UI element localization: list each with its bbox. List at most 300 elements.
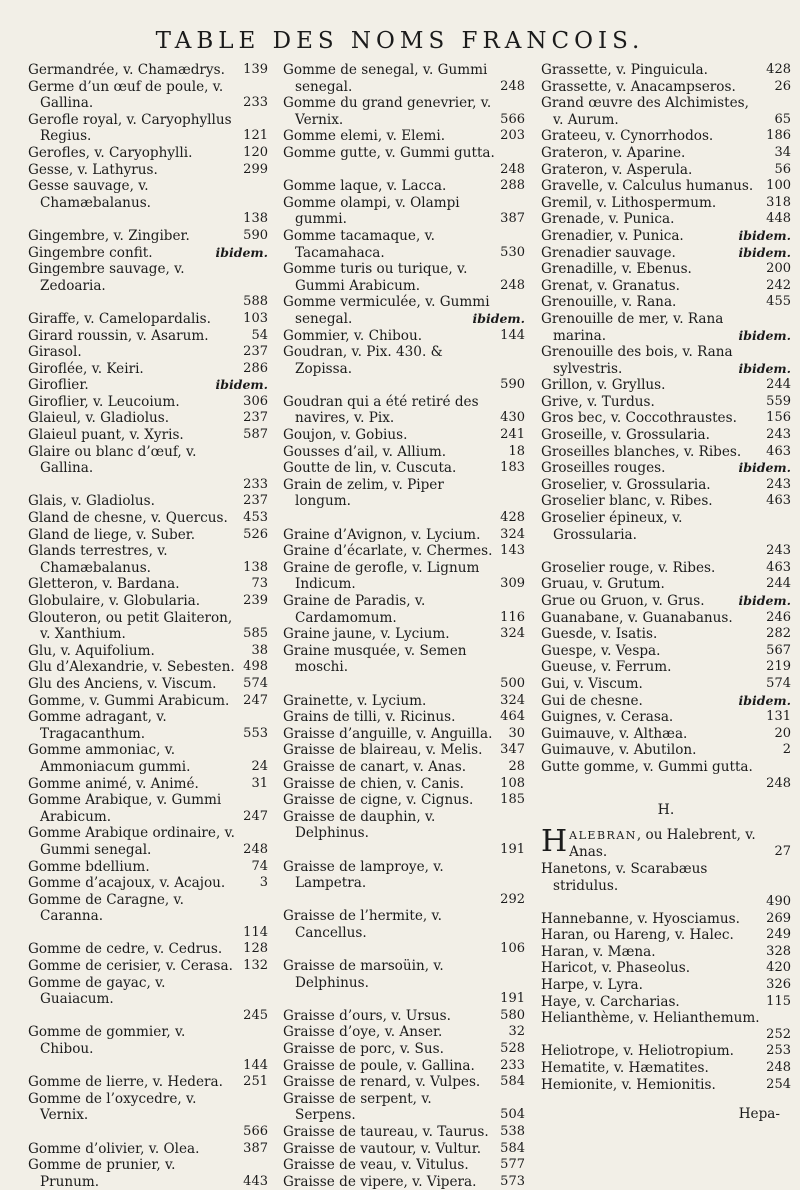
index-entry <box>541 95 791 128</box>
entry-text: Grenadier sauvage. <box>541 244 676 261</box>
entry-text: Gerofles, v. Caryophylli. <box>28 144 193 161</box>
entry-text: Glouteron, ou petit Glaiteron, v. Xanthium. <box>28 609 233 643</box>
index-entry <box>28 593 268 610</box>
entry-page: 247 <box>243 808 268 824</box>
entry-smallcaps: ALEBRAN <box>569 828 637 842</box>
index-entry <box>283 1174 525 1190</box>
entry-page: 538 <box>500 1124 525 1139</box>
entry-page: 324 <box>500 626 525 642</box>
index-entry <box>28 975 268 1025</box>
index-entry <box>541 228 791 245</box>
entry-text: Gruau, v. Grutum. <box>541 576 665 593</box>
index-entry <box>283 643 525 693</box>
entry-text: Grue ou Gruon, v. Grus. <box>541 593 705 609</box>
entry-page: 24 <box>251 758 268 774</box>
entry-page: 500 <box>500 675 525 691</box>
entry-page: ibidem. <box>738 227 791 243</box>
entry-page: 246 <box>766 609 791 625</box>
entry-text: Giroflier. <box>28 377 89 394</box>
entry-text: Haye, v. Carcharias. <box>541 993 680 1010</box>
index-entry <box>283 427 525 444</box>
index-entry <box>28 394 268 411</box>
entry-text: Graisse de blaireau, v. Melis. <box>283 742 483 759</box>
index-entry <box>541 823 791 861</box>
entry-page: 245 <box>243 1007 268 1023</box>
entry-text: Graisse de porc, v. Sus. <box>283 1041 444 1058</box>
index-entry <box>283 1074 525 1091</box>
entry-page: ibidem. <box>738 244 791 260</box>
entry-page: 299 <box>243 161 268 177</box>
entry-page: 26 <box>774 78 791 94</box>
index-entry <box>541 593 791 610</box>
entry-page: 241 <box>500 427 525 443</box>
entry-page: 430 <box>500 410 525 426</box>
entry-page: 20 <box>774 725 791 741</box>
entry-page: 269 <box>766 910 791 926</box>
entry-page: 528 <box>500 1041 525 1057</box>
entry-text: Hemionite, v. Hemionitis. <box>541 1076 716 1093</box>
index-entry <box>28 958 268 975</box>
entry-text: Graisse de lamproye, v. Lampetra. <box>283 858 444 892</box>
entry-page: 574 <box>243 675 268 691</box>
entry-text: Giroflée, v. Keiri. <box>28 360 144 377</box>
entry-page: 116 <box>500 609 525 625</box>
entry-page: 530 <box>500 244 525 260</box>
index-column-2 <box>283 62 525 1190</box>
entry-page: 131 <box>766 709 791 725</box>
entry-text: Gomme de senegal, v. Gummi senegal. <box>283 62 488 95</box>
entry-page: 566 <box>243 1124 268 1139</box>
entry-page: 573 <box>500 1173 525 1189</box>
entry-text: Grateron, v. Asperula. <box>541 161 693 178</box>
entry-page: 247 <box>243 692 268 708</box>
entry-text: Graisse de dauphin, v. Delphinus. <box>283 808 436 842</box>
entry-text: Graine jaune, v. Lycium. <box>283 626 450 643</box>
entry-text: Hematite, v. Hæmatites. <box>541 1060 709 1077</box>
entry-text: Giraffe, v. Camelopardalis. <box>28 310 211 327</box>
entry-text: Goutte de lin, v. Cuscuta. <box>283 460 457 477</box>
entry-page: 106 <box>500 941 525 957</box>
index-entry <box>541 944 791 961</box>
index-entry <box>28 62 268 79</box>
entry-page: 138 <box>243 211 268 227</box>
entry-page: 292 <box>500 891 525 907</box>
entry-text: Guesde, v. Isatis. <box>541 626 658 643</box>
entry-text: Guimauve, v. Althæa. <box>541 725 688 742</box>
entry-text: Heliotrope, v. Heliotropium. <box>541 1043 734 1060</box>
index-entry <box>283 908 525 958</box>
entry-text: Graisse de cigne, v. Cignus. <box>283 792 474 809</box>
entry-text: Girasol. <box>28 344 82 361</box>
entry-page: 239 <box>243 593 268 608</box>
entry-text: Gomme ammoniac, v. Ammoniacum gummi. <box>28 742 191 775</box>
index-entry <box>541 911 791 928</box>
entry-page: 186 <box>766 128 791 144</box>
entry-text: Groselier épineux, v. Grossularia. <box>541 510 683 543</box>
index-entry <box>541 394 791 411</box>
entry-text: Graisse de marsoüin, v. Delphinus. <box>283 958 444 991</box>
entry-page: 584 <box>500 1074 525 1090</box>
index-entry <box>541 427 791 444</box>
entry-page: 54 <box>251 327 268 343</box>
index-entry <box>28 1074 268 1091</box>
index-entry <box>28 112 268 145</box>
index-entry <box>541 79 791 96</box>
entry-text: Gomme d’acajoux, v. Acajou. <box>28 875 226 892</box>
index-entry <box>541 477 791 494</box>
index-entry <box>28 178 268 228</box>
entry-page: 318 <box>766 194 791 210</box>
entry-page: 237 <box>243 493 268 509</box>
section-letter-h: H. <box>657 802 675 819</box>
entry-page: 18 <box>508 443 525 459</box>
entry-page: 32 <box>508 1024 525 1040</box>
entry-page: 144 <box>243 1057 268 1073</box>
index-entry <box>28 427 268 444</box>
entry-text: Groselier, v. Grossularia. <box>541 476 711 493</box>
index-entry <box>283 145 525 178</box>
entry-text: Girard roussin, v. Asarum. <box>28 327 209 344</box>
index-column-3 <box>541 62 791 1093</box>
entry-page: 286 <box>243 360 268 376</box>
entry-page: 56 <box>774 161 791 177</box>
entry-text: Graisse d’oye, v. Anser. <box>283 1024 443 1041</box>
entry-text: Glu, v. Aquifolium. <box>28 642 155 659</box>
entry-page: 27 <box>774 844 791 860</box>
index-entry <box>283 593 525 626</box>
entry-page: 248 <box>766 1060 791 1076</box>
entry-page: 248 <box>766 775 791 791</box>
entry-page: 553 <box>243 725 268 741</box>
index-entry <box>541 162 791 179</box>
entry-page: 590 <box>243 227 268 243</box>
index-entry <box>28 328 268 345</box>
entry-page: 328 <box>766 943 791 959</box>
index-entry <box>541 1010 791 1043</box>
entry-page: 587 <box>243 427 268 443</box>
index-entry <box>541 626 791 643</box>
entry-text: Gomme de gommier, v. Chibou. <box>28 1024 186 1058</box>
index-entry <box>28 875 268 892</box>
index-entry <box>283 726 525 743</box>
entry-page: 244 <box>766 576 791 592</box>
index-entry <box>283 1091 525 1124</box>
index-entry <box>28 344 268 361</box>
entry-page: 574 <box>766 675 791 691</box>
entry-page: 143 <box>500 543 525 559</box>
index-entry <box>283 859 525 909</box>
entry-text: Guimauve, v. Abutilon. <box>541 742 697 759</box>
entry-text: Gomme adragant, v. Tragacanthum. <box>28 709 167 742</box>
drop-cap: H <box>541 823 568 859</box>
entry-text: Hanetons, v. Scarabæus stridulus. <box>541 860 708 894</box>
entry-text: Groseille, v. Grossularia. <box>541 427 710 444</box>
index-entry <box>283 560 525 593</box>
index-entry <box>541 410 791 427</box>
entry-text: Gland de chesne, v. Quercus. <box>28 510 228 527</box>
entry-page: 253 <box>766 1043 791 1059</box>
entry-text: Gros bec, v. Coccothraustes. <box>541 410 737 427</box>
entry-page: ibidem. <box>738 692 791 708</box>
entry-text: Gomme tacamaque, v. Tacamahaca. <box>283 227 435 261</box>
entry-page: 244 <box>766 377 791 393</box>
index-entry <box>283 543 525 560</box>
entry-text: Haricot, v. Phaseolus. <box>541 960 691 977</box>
entry-text: Gingembre sauvage, v. Zedoaria. <box>28 261 185 294</box>
entry-text: Graine musquée, v. Semen moschi. <box>283 642 467 676</box>
entry-text: Gomme de Caragne, v. Caranna. <box>28 891 184 925</box>
index-entry <box>283 527 525 544</box>
entry-text: Grains de tilli, v. Ricinus. <box>283 709 456 726</box>
entry-page: 463 <box>766 559 791 575</box>
index-entry <box>28 1024 268 1074</box>
entry-text: Grenadier, v. Punica. <box>541 227 684 244</box>
entry-text: Grainette, v. Lycium. <box>283 692 427 709</box>
index-entry <box>541 195 791 212</box>
index-entry <box>283 344 525 394</box>
entry-page: 115 <box>766 993 791 1009</box>
index-entry <box>541 377 791 394</box>
entry-page: 156 <box>766 410 791 426</box>
entry-page: 387 <box>500 211 525 227</box>
entry-text: Gueuse, v. Ferrum. <box>541 659 672 676</box>
entry-text: Germe d’un œuf de poule, v. Gallina. <box>28 78 224 112</box>
entry-page: 233 <box>500 1057 525 1073</box>
entry-page: ibidem. <box>738 593 791 608</box>
entry-text: Graisse de l’hermite, v. Cancellus. <box>283 908 442 941</box>
index-entry <box>283 444 525 461</box>
index-entry <box>541 444 791 461</box>
entry-text: Globulaire, v. Globularia. <box>28 593 201 609</box>
index-entry <box>541 294 791 311</box>
catchword: Hepa- <box>738 1106 780 1122</box>
entry-text: Gomme Arabique ordinaire, v. Gummi senegal. <box>28 825 235 858</box>
index-entry <box>541 693 791 710</box>
index-entry <box>541 1043 791 1060</box>
index-entry <box>541 709 791 726</box>
index-entry <box>283 261 525 294</box>
index-entry <box>283 477 525 527</box>
entry-page: 428 <box>500 510 525 526</box>
entry-page: 464 <box>500 709 525 725</box>
entry-text: Gomme, v. Gummi Arabicum. <box>28 692 230 709</box>
index-entry <box>283 394 525 427</box>
index-entry <box>541 510 791 560</box>
index-entry <box>541 493 791 510</box>
index-entry <box>541 927 791 944</box>
entry-text: Graine d’Avignon, v. Lycium. <box>283 526 481 543</box>
index-entry <box>541 261 791 278</box>
entry-text: Grenouille, v. Rana. <box>541 294 677 311</box>
entry-text: Grenadille, v. Ebenus. <box>541 261 692 278</box>
index-entry <box>28 709 268 742</box>
entry-text: Gomme de l’oxycedre, v. Vernix. <box>28 1090 197 1124</box>
entry-text: Gomme de prunier, v. Prunum. <box>28 1157 176 1190</box>
entry-text: Glaieul puant, v. Xyris. <box>28 427 184 444</box>
entry-page: 100 <box>766 178 791 194</box>
entry-text: Grenat, v. Granatus. <box>541 277 680 294</box>
entry-page: 114 <box>243 924 268 940</box>
index-entry <box>541 178 791 195</box>
entry-text: Gomme animé, v. Animé. <box>28 775 199 792</box>
entry-page: 448 <box>766 211 791 227</box>
entry-page: 73 <box>251 576 268 592</box>
entry-text: Gomme laque, v. Lacca. <box>283 178 447 195</box>
entry-page: 191 <box>500 991 525 1007</box>
entry-page: 144 <box>500 327 525 343</box>
entry-text: Groselier rouge, v. Ribes. <box>541 559 716 576</box>
entry-text: Gomme turis ou turique, v. Gummi Arabicum. <box>283 261 468 294</box>
entry-text: Graisse de poule, v. Gallina. <box>283 1057 475 1074</box>
entry-page: 504 <box>500 1107 525 1123</box>
index-entry <box>283 742 525 759</box>
entry-page: 428 <box>766 62 791 77</box>
entry-text: Glands terrestres, v. Chamæbalanus. <box>28 543 168 576</box>
entry-page: 138 <box>243 559 268 575</box>
entry-page: 577 <box>500 1157 525 1173</box>
index-entry <box>28 742 268 775</box>
entry-page: 237 <box>243 410 268 426</box>
index-entry <box>28 776 268 793</box>
entry-page: 243 <box>766 427 791 443</box>
entry-page: 31 <box>251 775 268 791</box>
index-entry <box>541 726 791 743</box>
entry-text: Haran, v. Mæna. <box>541 943 656 960</box>
column-3-entries <box>541 62 791 792</box>
index-entry <box>28 659 268 676</box>
entry-page: 347 <box>500 742 525 758</box>
index-entry <box>541 960 791 977</box>
entry-text: Graisse d’ours, v. Ursus. <box>283 1007 451 1024</box>
entry-text: Gomme de gayac, v. Guaiacum. <box>28 974 166 1008</box>
entry-page: 443 <box>243 1173 268 1189</box>
entry-text: Gomme de cerisier, v. Cerasa. <box>28 958 233 975</box>
index-entry <box>283 1058 525 1075</box>
entry-page: 243 <box>766 543 791 559</box>
entry-text: Glaieul, v. Gladiolus. <box>28 410 170 427</box>
entry-text: Germandrée, v. Chamædrys. <box>28 62 225 78</box>
entry-page: 463 <box>766 443 791 459</box>
entry-page: 288 <box>500 178 525 194</box>
entry-text: Helianthème, v. Helianthemum. <box>541 1010 760 1027</box>
entry-text: Gommier, v. Chibou. <box>283 327 423 344</box>
index-entry <box>541 676 791 693</box>
entry-text: Glaire ou blanc d’œuf, v. Gallina. <box>28 443 197 477</box>
entry-page: 324 <box>500 692 525 708</box>
entry-text: Gomme de lierre, v. Hedera. <box>28 1074 223 1091</box>
entry-page: 103 <box>243 310 268 326</box>
entry-page: 584 <box>500 1140 525 1156</box>
entry-page: ibidem. <box>215 244 268 260</box>
entry-page: 306 <box>243 393 268 409</box>
entry-page: 237 <box>243 344 268 360</box>
index-entry <box>541 742 791 759</box>
entry-text: Groselier blanc, v. Ribes. <box>541 493 713 510</box>
entry-page: 185 <box>500 792 525 808</box>
index-entry <box>28 145 268 162</box>
entry-text: Graisse de vautour, v. Vultur. <box>283 1140 482 1157</box>
entry-page: 387 <box>243 1140 268 1156</box>
entry-page: 249 <box>766 927 791 943</box>
entry-page: 585 <box>243 626 268 642</box>
index-entry <box>541 576 791 593</box>
entry-text: Guanabane, v. Guanabanus. <box>541 609 733 626</box>
entry-page: 498 <box>243 659 268 675</box>
index-entry <box>28 941 268 958</box>
entry-text: Gomme du grand genevrier, v. Vernix. <box>283 95 492 128</box>
index-entry <box>283 178 525 195</box>
entry-text: Gerofle royal, v. Caryophyllus Regius. <box>28 111 232 145</box>
entry-text: Groseilles rouges. <box>541 460 666 477</box>
entry-page: 132 <box>243 958 268 974</box>
index-entry <box>28 444 268 494</box>
index-entry <box>541 1077 791 1094</box>
index-entry <box>283 1141 525 1158</box>
entry-text: Graisse d’anguille, v. Anguilla. <box>283 725 493 742</box>
entry-text: Grenade, v. Punica. <box>541 211 675 228</box>
entry-text: Glu des Anciens, v. Viscum. <box>28 675 217 692</box>
entry-text: Gomme d’olivier, v. Olea. <box>28 1140 200 1157</box>
entry-text: Graisse de serpent, v. Serpens. <box>283 1090 432 1124</box>
entry-page: 309 <box>500 576 525 592</box>
index-entry <box>28 792 268 825</box>
index-entry <box>283 195 525 228</box>
entry-page: 74 <box>251 858 268 874</box>
entry-text: Graisse de taureau, v. Taurus. <box>283 1124 489 1140</box>
index-entry <box>28 261 268 311</box>
index-entry <box>541 1060 791 1077</box>
index-column-1 <box>28 62 268 1190</box>
entry-text: Groseilles blanches, v. Ribes. <box>541 443 742 460</box>
section-h-entries <box>541 861 791 1093</box>
entry-page: 420 <box>766 960 791 976</box>
index-entry <box>28 311 268 328</box>
entry-page: 580 <box>500 1007 525 1023</box>
index-entry <box>28 79 268 112</box>
entry-page: 590 <box>500 377 525 393</box>
entry-text: Gui, v. Viscum. <box>541 675 643 692</box>
entry-page: 252 <box>766 1026 791 1042</box>
index-entry <box>28 693 268 710</box>
entry-text: Gui de chesne. <box>541 692 643 709</box>
index-entry <box>28 610 268 643</box>
entry-text: Gravelle, v. Calculus humanus. <box>541 178 754 195</box>
entry-page: 455 <box>766 294 791 310</box>
index-entry <box>283 1008 525 1025</box>
entry-page: 30 <box>508 725 525 741</box>
entry-page: ibidem. <box>215 377 268 393</box>
index-entry <box>541 62 791 79</box>
entry-text: Gesse, v. Lathyrus. <box>28 161 158 178</box>
entry-page: ibidem. <box>738 327 791 343</box>
index-entry <box>283 460 525 477</box>
index-entry <box>28 1157 268 1190</box>
index-entry <box>28 576 268 593</box>
entry-text: Gletteron, v. Bardana. <box>28 576 180 593</box>
entry-text: Grain de zelim, v. Piper longum. <box>283 476 444 510</box>
entry-text: Gousses d’ail, v. Allium. <box>283 443 447 460</box>
entry-page: 567 <box>766 642 791 658</box>
entry-text: Graisse de veau, v. Vitulus. <box>283 1157 469 1174</box>
entry-text <box>541 823 791 861</box>
index-entry <box>28 643 268 660</box>
entry-text: Grassette, v. Pinguicula. <box>541 62 708 78</box>
entry-page: 251 <box>243 1074 268 1090</box>
index-entry <box>28 543 268 576</box>
index-entry <box>541 610 791 627</box>
entry-text: Graisse de canart, v. Anas. <box>283 758 467 775</box>
index-entry <box>541 643 791 660</box>
